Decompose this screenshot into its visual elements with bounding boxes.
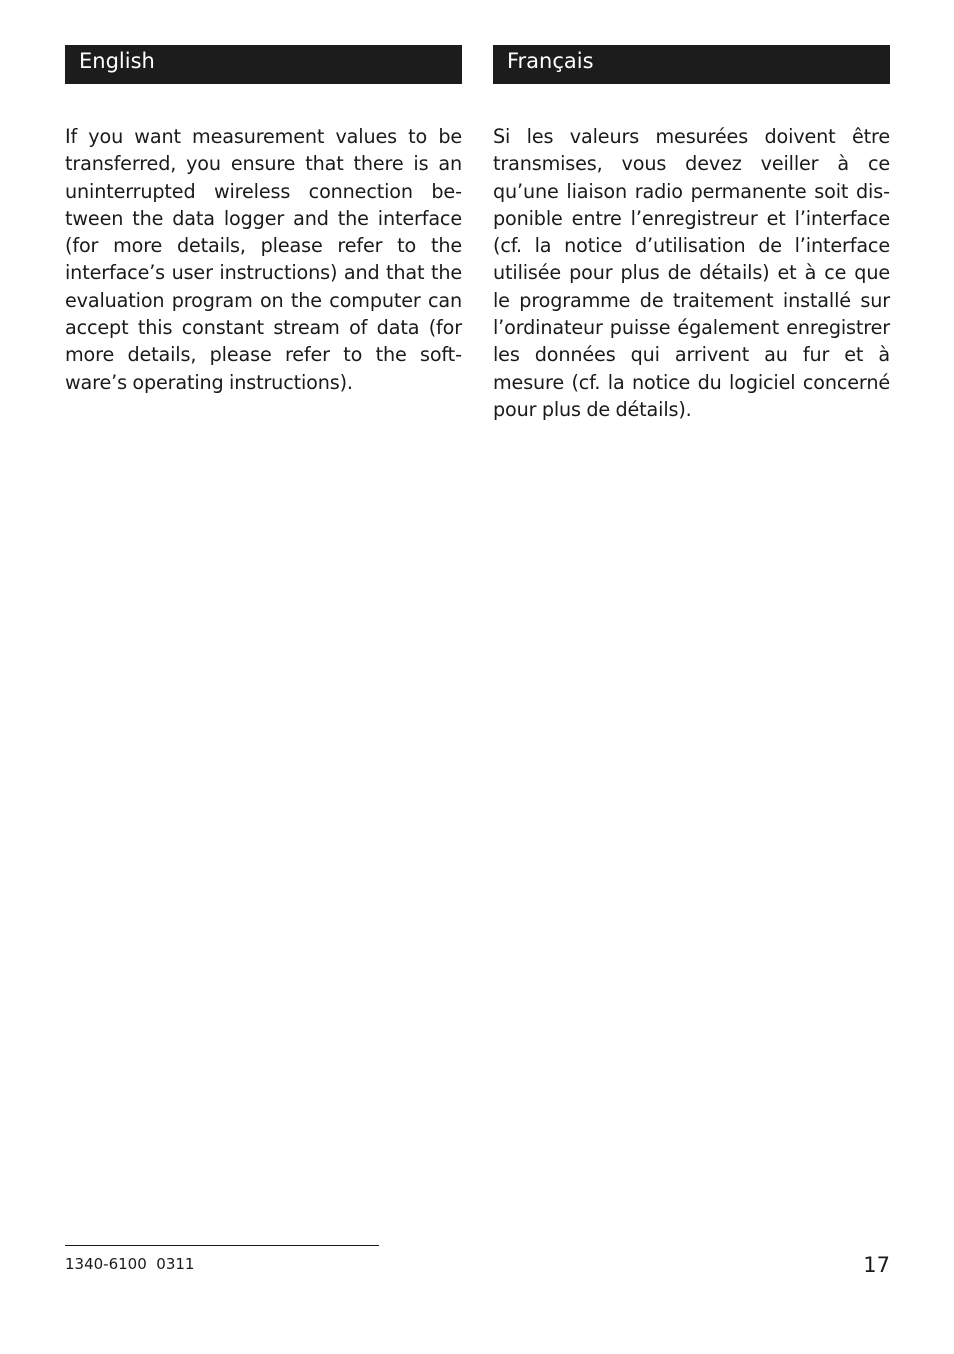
document-code: 1340-6100 0311	[65, 1255, 195, 1273]
french-column	[493, 45, 890, 442]
english-body-text: If you want measurement values to be transferred, you ensure that there is an uninterrupted wireless connection between the data logger and the interface (for more details, please refer to the interface’s user instructions) and that the evaluation program on the computer can accept this constant stream of data (for more details, please refer to the software’s operating instructions).	[65, 125, 462, 394]
french-body-text: Si les valeurs mesurées doivent être transmises, vous devez veiller à ce qu’une liaison radio permanente soit disponible entre l’enregistreur et l’interface (cf. la notice d’utilisation de l’interface utilisée pour plus de détails) et à ce que le programme de traitement installé sur l’ordinateur puisse également enregistrer les données qui arrivent au fur et à mesure (cf. la notice du logiciel concerné pour plus de détails).	[493, 125, 890, 421]
english-column	[65, 45, 462, 415]
english-heading: English	[65, 45, 462, 84]
french-heading: Français	[493, 45, 890, 84]
footer-divider	[65, 1245, 379, 1246]
page-number: 17	[863, 1253, 890, 1277]
